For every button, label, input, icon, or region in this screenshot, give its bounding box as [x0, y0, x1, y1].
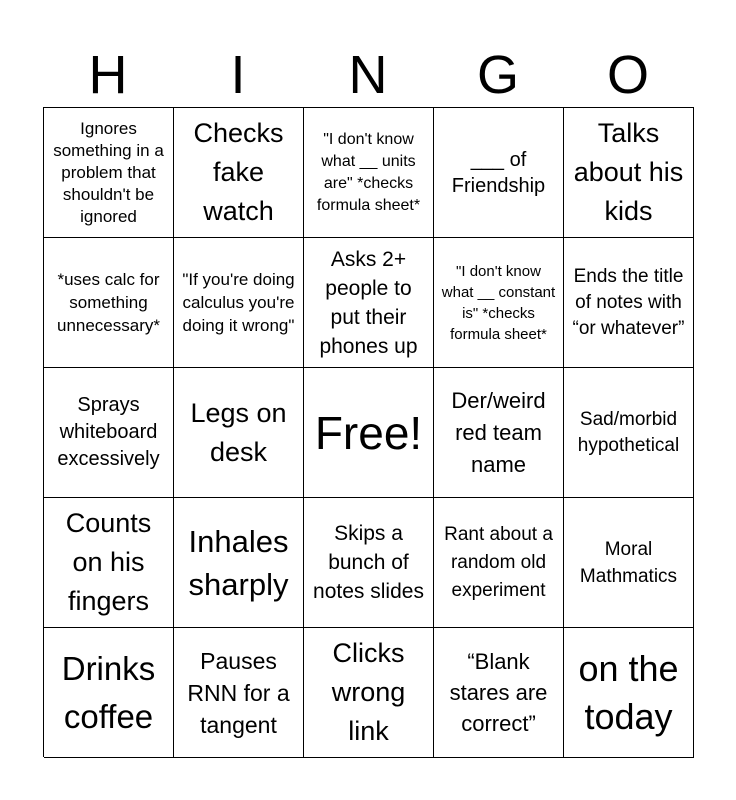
bingo-cell[interactable]: [434, 108, 564, 238]
cell-text: Legs on desk: [190, 397, 287, 467]
cell-text: Counts on his fingers: [65, 508, 152, 616]
bingo-cell[interactable]: [434, 238, 564, 368]
bingo-cell[interactable]: [174, 368, 304, 498]
bingo-cell[interactable]: [434, 498, 564, 628]
bingo-cell[interactable]: [434, 628, 564, 758]
cell-text: Clicks wrong link: [331, 638, 406, 746]
cell-text: Moral Mathmatics: [579, 538, 678, 587]
cell-text: *uses calc for something unnecessary*: [56, 270, 160, 335]
cell-text: Sprays whiteboard excessively: [57, 394, 160, 470]
header-letter-h: H: [88, 45, 128, 105]
header-letter-n: N: [348, 45, 388, 105]
bingo-board: [43, 107, 694, 757]
bingo-cell[interactable]: [44, 368, 174, 498]
free-space[interactable]: [304, 368, 434, 498]
bingo-cell[interactable]: [564, 498, 694, 628]
cell-text: "I don't know what __ units are" *checks formula sheet*: [316, 130, 421, 214]
cell-text: Ignores something in a problem that shouldn't be ignored: [53, 118, 164, 226]
bingo-cell[interactable]: [174, 498, 304, 628]
bingo-cell[interactable]: [304, 108, 434, 238]
bingo-cell[interactable]: [564, 238, 694, 368]
bingo-cell[interactable]: [174, 238, 304, 368]
cell-text: Asks 2+ people to put their phones up: [319, 247, 418, 358]
bingo-cell[interactable]: [44, 108, 174, 238]
bingo-cell[interactable]: [44, 498, 174, 628]
bingo-cell[interactable]: [564, 628, 694, 758]
header-letter-i: I: [230, 45, 246, 105]
bingo-cell[interactable]: [564, 368, 694, 498]
bingo-cell[interactable]: [304, 628, 434, 758]
cell-text: on the today: [578, 647, 679, 737]
cell-text: "I don't know what __ constant is" *checks formula sheet*: [441, 262, 556, 343]
free-space-text: Free!: [314, 406, 423, 459]
bingo-cell[interactable]: [304, 238, 434, 368]
cell-text: Pauses RNN for a tangent: [187, 647, 290, 738]
cell-text: ___ of Friendship: [451, 148, 546, 197]
cell-text: "If you're doing calculus you're doing it wrong": [182, 270, 295, 335]
bingo-header: [43, 42, 693, 108]
bingo-cell[interactable]: [304, 498, 434, 628]
bingo-cell[interactable]: [174, 628, 304, 758]
cell-text: Checks fake watch: [193, 118, 284, 226]
bingo-cell[interactable]: [44, 628, 174, 758]
bingo-cell[interactable]: [174, 108, 304, 238]
bingo-cell[interactable]: [564, 108, 694, 238]
cell-text: Der/weird red team name: [451, 387, 546, 477]
cell-text: Skips a bunch of notes slides: [313, 522, 424, 603]
cell-text: Sad/morbid hypothetical: [577, 408, 680, 456]
bingo-cell[interactable]: [44, 238, 174, 368]
header-letter-o: O: [606, 45, 649, 105]
bingo-cell[interactable]: [434, 368, 564, 498]
cell-text: Rant about a random old experiment: [444, 523, 553, 601]
cell-text: Drinks coffee: [61, 649, 156, 735]
cell-text: Ends the title of notes with “or whatever”: [572, 265, 685, 339]
cell-text: Talks about his kids: [573, 118, 684, 226]
cell-text: “Blank stares are correct”: [449, 649, 548, 736]
cell-text: Inhales sharply: [188, 523, 289, 602]
header-letter-g: G: [476, 45, 519, 105]
